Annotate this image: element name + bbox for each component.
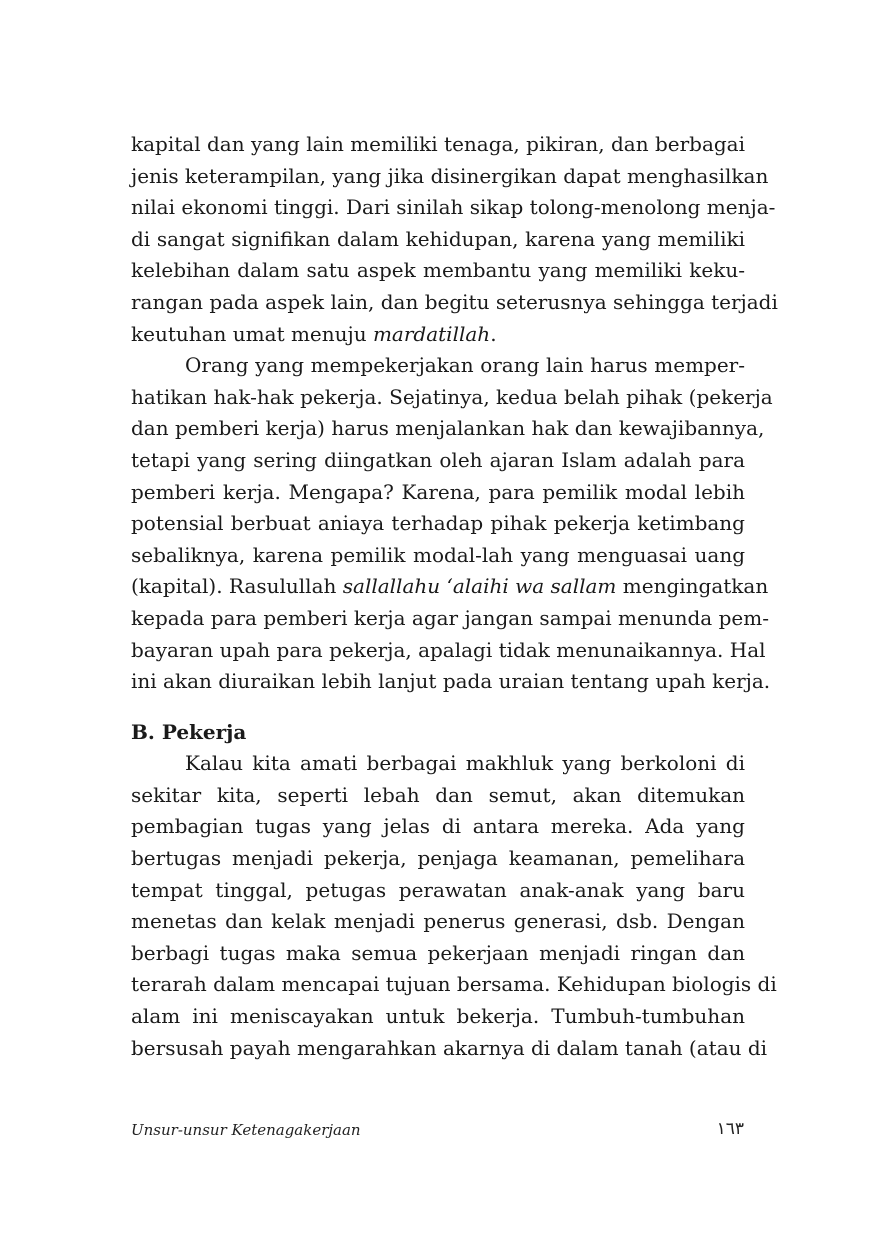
text-line: potensial berbuat aniaya terhadap pihak pekerja ketimbang — [131, 511, 745, 536]
text-line: hatikan hak-hak pekerja. Sejatinya, kedua belah pihak (pekerja — [131, 384, 773, 409]
text-line: di sangat signifikan dalam kehidupan, karena yang memiliki — [131, 226, 745, 251]
text-line — [131, 319, 745, 351]
text-line: tetapi yang sering diingatkan oleh ajaran Islam adalah para — [131, 447, 745, 472]
text-line: alam ini meniscayakan untuk bekerja. Tumbuh-tumbuhan — [131, 1004, 745, 1029]
text-line: kapital dan yang lain memiliki tenaga, pikiran, dan berbagai — [131, 132, 745, 156]
text-line: bertugas menjadi pekerja, penjaga keamanan, pemelihara — [131, 846, 745, 871]
body-text — [131, 129, 778, 1064]
text-line: nilai ekonomi tinggi. Dari sinilah sikap tolong-menolong menja- — [131, 195, 776, 220]
italic-term: mardatillah — [372, 321, 491, 346]
text-line: dan pemberi kerja) harus menjalankan hak dan kewajibannya, — [131, 416, 765, 441]
text-line: Kalau kita amati berbagai makhluk yang berkoloni di — [185, 751, 745, 776]
text-line: pembagian tugas yang jelas di antara mereka. Ada yang — [131, 814, 745, 839]
text-line: bayaran upah para pekerja, apalagi tidak menunaikannya. Hal — [131, 637, 766, 662]
text-run: mengingatkan — [616, 574, 769, 599]
text-line: ini akan diuraikan lebih lanjut pada uraian tentang upah kerja. — [131, 669, 771, 694]
text-line: kepada para pemberi kerja agar jangan sampai menunda pem- — [131, 605, 769, 630]
text-run: (kapital). Rasulullah — [131, 574, 343, 599]
text-line: terarah dalam mencapai tujuan bersama. Kehidupan biologis di — [131, 972, 777, 997]
text-line: menetas dan kelak menjadi penerus generasi, dsb. Dengan — [131, 909, 745, 934]
text-run: keutuhan umat menuju — [131, 321, 373, 346]
paragraph-2 — [131, 350, 773, 698]
text-line: bersusah payah mengarahkan akarnya di dalam tanah (atau di — [131, 1035, 768, 1060]
running-footer-title: Unsur-unsur Ketenagakerjaan — [131, 1121, 361, 1139]
text-line: sekitar kita, seperti lebah dan semut, akan ditemukan — [131, 782, 745, 807]
text-line: tempat tinggal, petugas perawatan anak-anak yang baru — [131, 877, 745, 902]
page-number: ١٦٣ — [716, 1119, 744, 1139]
text-line — [131, 571, 769, 603]
text-line: berbagi tugas maka semua pekerjaan menjadi ringan dan — [131, 940, 745, 965]
text-line: kelebihan dalam satu aspek membantu yang memiliki keku- — [131, 258, 745, 283]
italic-term: sallallahu ‘alaihi wa sallam — [342, 574, 617, 599]
text-line: rangan pada aspek lain, dan begitu seterusnya sehingga terjadi — [131, 289, 778, 314]
text-line: pemberi kerja. Mengapa? Karena, para pemilik modal lebih — [131, 479, 745, 504]
text-line: Orang yang mempekerjakan orang lain harus memper- — [185, 353, 745, 378]
punctuation: . — [490, 321, 497, 346]
section-heading: B. Pekerja — [131, 719, 247, 744]
paragraph-3 — [131, 748, 777, 1064]
text-line: sebaliknya, karena pemilik modal-lah yang menguasai uang — [131, 542, 745, 567]
text-line: jenis keterampilan, yang jika disinergikan dapat menghasilkan — [131, 163, 769, 188]
paragraph-1 — [131, 129, 778, 350]
